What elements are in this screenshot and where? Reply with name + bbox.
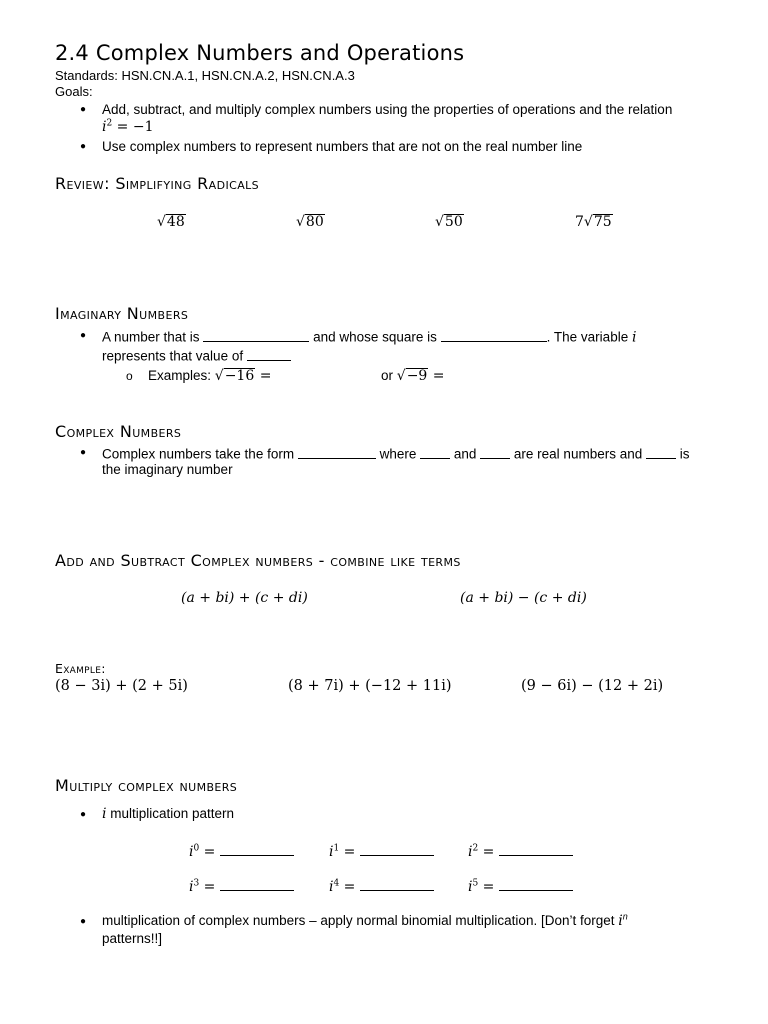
subtract-form: (a + bi) − (c + di)	[460, 590, 587, 606]
add-form: (a + bi) + (c + di)	[181, 590, 308, 606]
power-i2: $i^2$ =	[468, 841, 573, 860]
complex-form-line-1: Complex numbers take the form where and are real numbers and is	[102, 444, 689, 462]
pattern-label: i multiplication pattern	[102, 806, 235, 822]
bullet-icon: ●	[80, 104, 87, 115]
bullet-icon: ●	[80, 330, 87, 341]
review-heading: Review: Simplifying Radicals	[55, 174, 260, 193]
bullet-icon: ●	[80, 916, 87, 927]
bullet-icon: ●	[80, 809, 87, 820]
radical-4: 7√75	[575, 214, 612, 230]
standards-text: Standards: HSN.CN.A.1, HSN.CN.A.2, HSN.CN.A.3	[55, 68, 355, 83]
example-1: (8 − 3i) + (2 + 5i)	[55, 678, 188, 694]
circle-bullet-icon: o	[126, 369, 133, 383]
imaginary-examples: Examples: √−16 =	[148, 368, 272, 384]
imaginary-definition-line-2: represents that value of	[102, 346, 291, 364]
goal-1-relation: $i^2 = -1$	[102, 118, 154, 135]
example-3: (9 − 6i) − (12 + 2i)	[521, 678, 664, 694]
example-2: (8 + 7i) + (−12 + 11i)	[288, 678, 452, 694]
radical-3: √50	[435, 214, 463, 230]
power-i0: $i^0$ =	[189, 841, 294, 860]
radical-1: √48	[157, 214, 185, 230]
imaginary-heading: Imaginary Numbers	[55, 304, 189, 323]
addsub-heading: Add and Subtract Complex numbers - combine like terms	[55, 551, 461, 570]
bullet-icon: ●	[80, 141, 87, 152]
radical-2: √80	[296, 214, 324, 230]
power-i3: $i^3$ =	[189, 876, 294, 895]
complex-form-line-2: the imaginary number	[102, 462, 233, 477]
complex-heading: Complex Numbers	[55, 422, 182, 441]
power-i1: $i^1$ =	[329, 841, 434, 860]
imaginary-definition-line-1: A number that is and whose square is . The variable i	[102, 327, 636, 346]
power-i4: $i^4$ =	[329, 876, 434, 895]
binomial-line-1: multiplication of complex numbers – apply normal binomial multiplication. [Don’t forget $i^n$	[102, 911, 628, 929]
goal-1-text: Add, subtract, and multiply complex numbers using the properties of operations and the relation	[102, 102, 673, 117]
goals-label: Goals:	[55, 84, 93, 99]
goal-2-text: Use complex numbers to represent numbers that are not on the real number line	[102, 139, 583, 154]
binomial-line-2: patterns!!]	[102, 931, 163, 946]
multiply-heading: Multiply complex numbers	[55, 776, 238, 795]
power-i5: $i^5$ =	[468, 876, 573, 895]
imaginary-example-2: or √−9 =	[381, 368, 445, 384]
bullet-icon: ●	[80, 447, 87, 458]
page-title: 2.4 Complex Numbers and Operations	[55, 41, 465, 65]
example-label: Example:	[55, 661, 106, 676]
